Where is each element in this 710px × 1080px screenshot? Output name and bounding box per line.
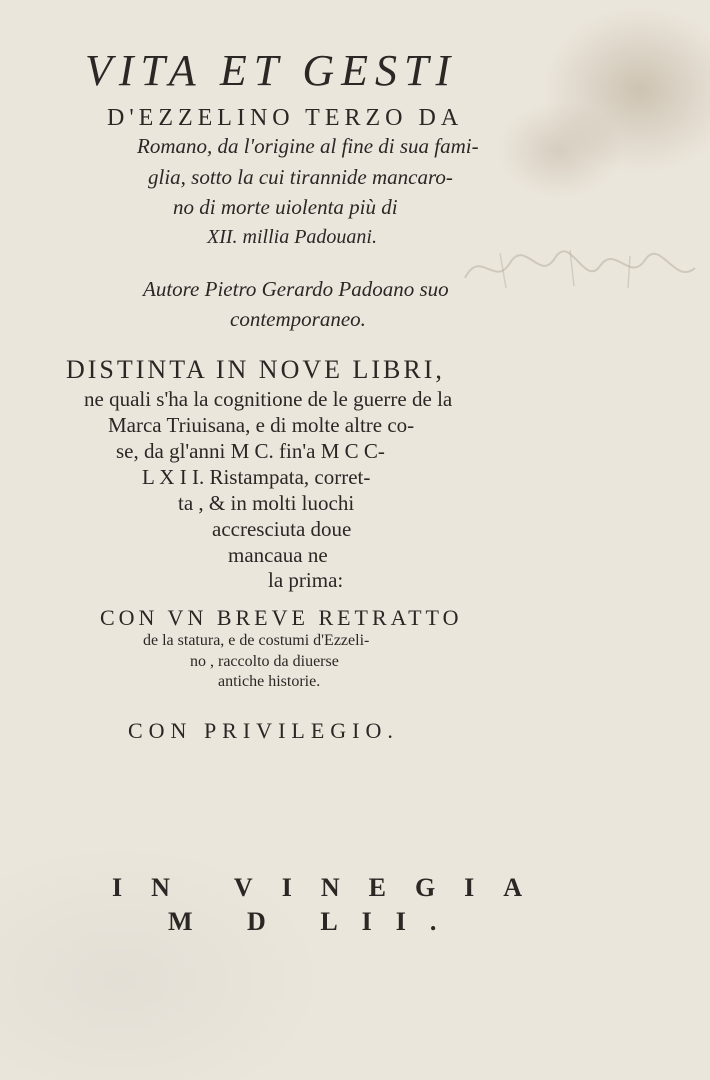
book-title: VITA ET GESTI: [85, 46, 458, 95]
books-line-6: accresciuta doue: [212, 517, 352, 541]
books-line-7: mancaua ne: [228, 543, 328, 567]
author-line-1: Autore Pietro Gerardo Padoano suo: [143, 277, 449, 301]
retratto-line-3: antiche historie.: [218, 673, 321, 690]
books-line-4: L X I I. Ristampata, corret-: [142, 465, 371, 489]
retratto-line-2: no , raccolto da diuerse: [190, 653, 339, 670]
books-line-8: la prima:: [268, 568, 344, 592]
books-heading: DISTINTA IN NOVE LIBRI,: [66, 355, 445, 384]
description-line-2: glia, sotto la cui tirannide mancaro-: [148, 165, 453, 189]
description-line-4: XII. millia Padouani.: [207, 226, 377, 248]
imprint-year: M D LII.: [168, 907, 461, 936]
books-line-5: ta , & in molti luochi: [178, 491, 355, 515]
books-line-1: ne quali s'ha la cognitione de le guerre de la: [84, 387, 453, 411]
retratto-heading: CON VN BREVE RETRATTO: [100, 605, 463, 630]
retratto-line-1: de la statura, e de costumi d'Ezzeli-: [143, 632, 370, 649]
books-line-2: Marca Triuisana, e di molte altre co-: [108, 413, 415, 437]
author-line-2: contemporaneo.: [230, 307, 366, 331]
faded-handwritten-signature: [460, 238, 700, 298]
book-subtitle: D'EZZELINO TERZO DA: [107, 105, 464, 131]
privilege-line: CON PRIVILEGIO.: [128, 718, 399, 743]
imprint-place: IN VINEGIA: [112, 873, 552, 902]
books-line-3: se, da gl'anni M C. fin'a M C C-: [116, 439, 385, 463]
description-line-3: no di morte uiolenta più di: [173, 195, 398, 219]
description-line-1: Romano, da l'origine al fine di sua fami-: [137, 134, 479, 158]
